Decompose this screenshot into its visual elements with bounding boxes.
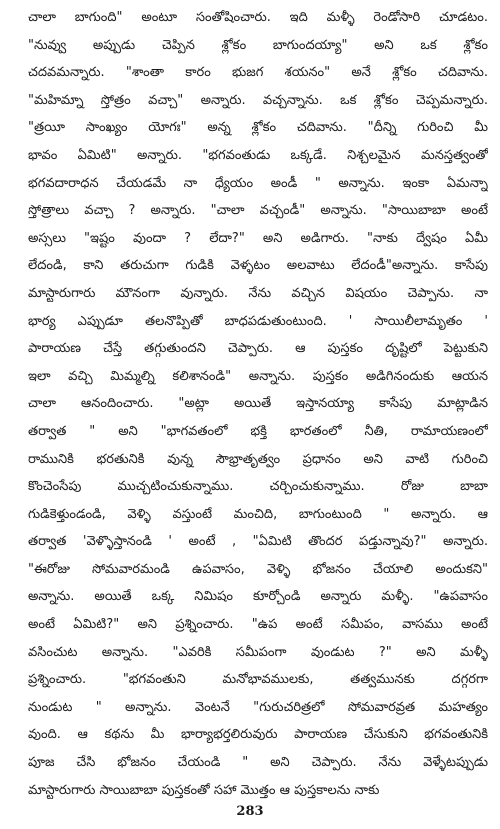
text-line: వుంది. ఆ కథను మీ భార్యాభర్తలిరువురు పారాయణ చేసుకుని భగవంతునికి	[28, 727, 488, 743]
text-line: పూజ చేసి భోజనం చేయండి " అని చెప్పారు. నేను వెళ్ళేటప్పుడు	[28, 755, 488, 771]
text-line: అన్నాను. అయితే ఒక్క నిమిషం కూర్చోండి అన్నారు మళ్ళీ. "ఉపవాసం	[28, 589, 488, 605]
text-line: చాలా బాగుంది" అంటూ సంతోషించారు. ఇది మళ్ళీ రెండోసారి చూడటం.	[28, 10, 488, 25]
text-line: తర్వాత " అని "భాగవతంలో భక్తి భారతంలో నీతి, రామాయణంలో	[28, 423, 488, 439]
text-line: మాస్టారుగారు సాయిబాబా పుస్తకంతో సహా మొత్తం ఆ పుస్తకాలను నాకు	[28, 782, 380, 798]
text-line: నుండుట " అన్నాను. వెంటనే "గురుచరిత్రలో సోమవారవ్రత మహత్యం	[28, 699, 488, 715]
text-line: వసించుట అన్నాను. "ఎవరికి సమీపంగా వుండుట ?" అని మళ్ళీ	[28, 644, 488, 660]
text-line: భగవదారాధన చేయడమే నా ధ్యేయం అండీ " అన్నాను. ఇంకా ఏమన్నా	[28, 175, 488, 191]
text-line: రామునికి భరతునికి వున్న సౌభ్రాతృత్వం ప్రధానం అని వాటి గురించి	[28, 451, 488, 467]
text-line: అస్సలు "ఇష్టం వుందా ? లేదా?" అని అడిగారు. "నాకు ద్వేషం ఏమీ	[28, 230, 488, 246]
text-line: తర్వాత 'వెళ్ళొస్తానండి ' అంటే , "ఏమిటి తొందర పడ్తున్నావు?" అన్నారు.	[28, 534, 488, 550]
text-line: "ఈరోజు సోమవారమండి ఉపవాసం, వెళ్ళి భోజనం చేయాలి అందుకని"	[28, 561, 488, 577]
text-line: ఇలా వచ్చి మిమ్మల్ని కలిశానండి" అన్నాను. పుస్తకం అడిగినందుకు ఆయన	[28, 368, 488, 384]
text-line: "మహిమ్నా స్తోత్రం వచ్చా" అన్నారు. వచ్చన్నాను. ఒక శ్లోకం చెప్పమన్నారు.	[28, 92, 488, 108]
text-line: కొంచెంసేపు ముచ్చటించుకున్నాము. చర్చించుకున్నాము. రోజు బాబా	[28, 479, 488, 495]
text-line: చదవమన్నారు. "శాంతా కారం భుజగ శయనం" అనే శ్లోకం చదివాను.	[28, 65, 488, 81]
text-line: ప్రశ్నించారు. "భగవంతుని మనోభావములకు, తత్వమునకు దగ్గరగా	[28, 672, 488, 688]
text-line: స్తోత్రాలు వచ్చా ? అన్నారు. "చాలా వచ్చండీ" అన్నాను. "సాయిబాబా అంటే	[28, 203, 488, 219]
text-line: భార్య ఎప్పుడూ తలనొప్పితో బాధపడుతుంటుంది. ' సాయిలీలామృతం '	[28, 313, 488, 329]
text-line: "త్రయీ సాంఖ్యం యోగః" అన్న శ్లోకం చదివాను. "దీన్ని గురించి మీ	[28, 120, 488, 136]
text-line: లేదండి, కాని తరుచుగా గుడికి వెళ్ళటం అలవాటు లేదండీ"అన్నాను. కాసేపు	[28, 258, 488, 274]
text-line: గుడికెళ్తుండండి, వెళ్ళి వస్తుంటే మంచిది, బాగుంటుంది " అన్నారు. ఆ	[28, 506, 488, 522]
text-line: అంటే ఏమిటి?" అని ప్రశ్నించారు. "ఉప అంటే సమీపం, వాసము అంటే	[28, 617, 488, 633]
body-text	[28, 4, 488, 804]
text-line: మాస్టారుగారు మౌనంగా వున్నారు. నేను వచ్చిన విషయం చెప్పాను. నా	[28, 285, 488, 301]
text-line: "నువ్వు అప్పుడు చెప్పిన శ్లోకం బాగుందయ్యా" అని ఒక శ్లోకం	[28, 37, 488, 53]
page-number: 283	[236, 804, 264, 819]
text-line: భావం ఏమిటి" అన్నారు. "భగవంతుడు ఒక్కడే. నిశ్చలమైన మనస్తత్వంతో	[28, 147, 488, 163]
text-line: పారాయణ చేస్తే తగ్గుతుందని చెప్పారు. ఆ పుస్తకం దృష్టిలో పెట్టుకుని	[28, 341, 488, 357]
text-line: చాలా ఆనందించారు. "అట్లా అయితే ఇస్తానయ్యా కాసేపు మాట్లాడిన	[28, 396, 488, 412]
